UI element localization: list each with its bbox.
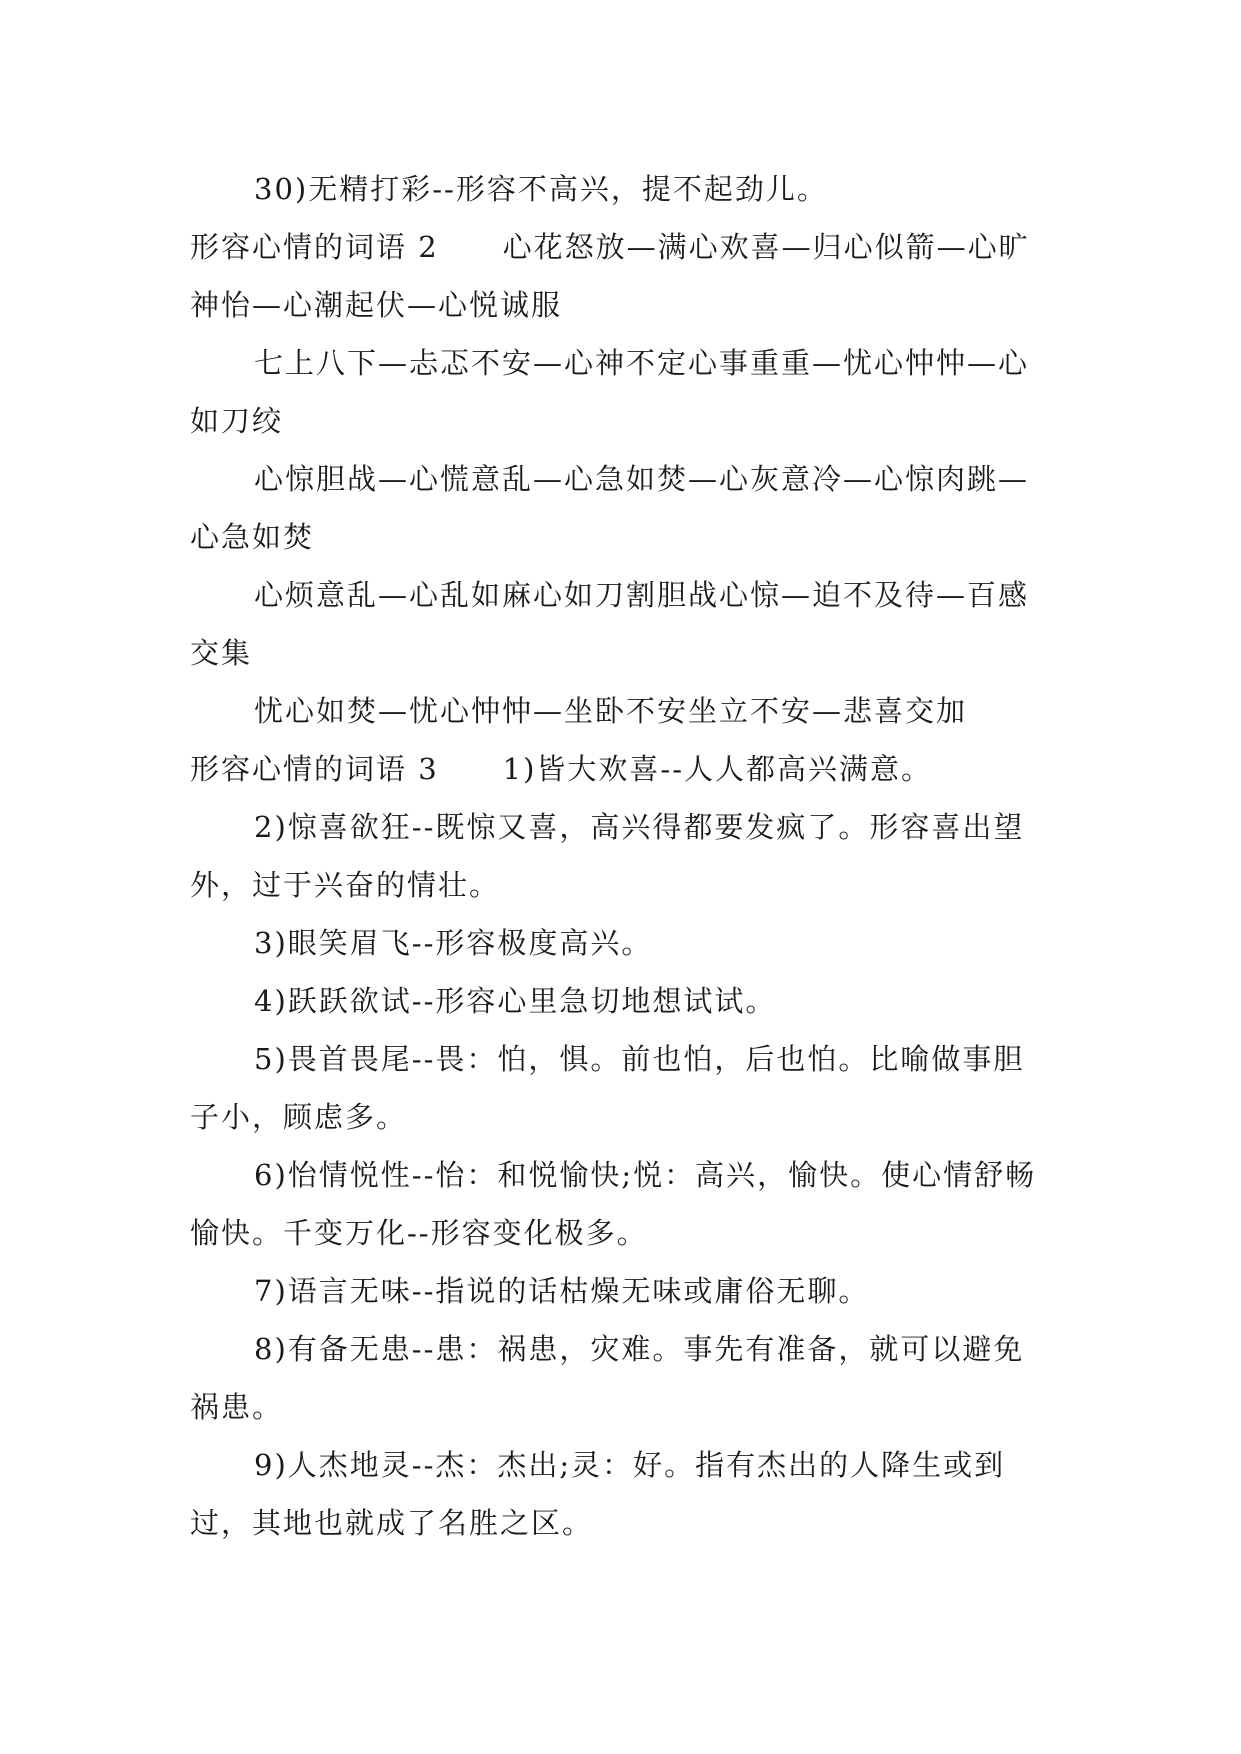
paragraph: 7)语言无味--指说的话枯燥无味或庸俗无聊。 bbox=[254, 1274, 870, 1308]
paragraph: 4)跃跃欲试--形容心里急切地想试试。 bbox=[254, 984, 777, 1018]
paragraph: 忧心如焚—忧心忡忡—坐卧不安坐立不安—悲喜交加 bbox=[254, 694, 968, 728]
paragraph: 3)眼笑眉飞--形容极度高兴。 bbox=[254, 926, 653, 960]
paragraph: 七上八下—忐忑不安—心神不定心事重重—忧心忡忡—心如刀绞 bbox=[190, 346, 1030, 438]
document-body bbox=[190, 160, 1055, 1552]
paragraph-text: 心花怒放—满心欢喜—归心似箭—心旷神怡—心潮起伏—心悦诚服 bbox=[190, 230, 1030, 322]
paragraph: 心惊胆战—心慌意乱—心急如焚—心灰意冷—心惊肉跳—心急如焚 bbox=[190, 462, 1030, 554]
section-paragraph bbox=[190, 740, 1055, 798]
paragraph: 心烦意乱—心乱如麻心如刀割胆战心惊—迫不及待—百感交集 bbox=[190, 578, 1030, 670]
section-heading: 形容心情的词语 3 bbox=[190, 752, 439, 786]
paragraph: 30)无精打彩--形容不高兴，提不起劲儿。 bbox=[254, 172, 828, 206]
paragraph: 6)怡情悦性--怡：和悦愉快;悦：高兴，愉快。使心情舒畅愉快。千变万化--形容变化极多。 bbox=[190, 1158, 1037, 1250]
paragraph: 2)惊喜欲狂--既惊又喜，高兴得都要发疯了。形容喜出望外，过于兴奋的情壮。 bbox=[190, 810, 1025, 902]
paragraph: 8)有备无患--患：祸患，灾难。事先有准备，就可以避免祸患。 bbox=[190, 1332, 1025, 1424]
section-heading: 形容心情的词语 2 bbox=[190, 230, 439, 264]
paragraph-text: 1)皆大欢喜--人人都高兴满意。 bbox=[502, 752, 933, 786]
section-paragraph bbox=[190, 218, 1055, 334]
paragraph: 9)人杰地灵--杰：杰出;灵：好。指有杰出的人降生或到过，其地也就成了名胜之区。 bbox=[190, 1448, 1006, 1540]
paragraph: 5)畏首畏尾--畏：怕，惧。前也怕，后也怕。比喻做事胆子小，顾虑多。 bbox=[190, 1042, 1025, 1134]
